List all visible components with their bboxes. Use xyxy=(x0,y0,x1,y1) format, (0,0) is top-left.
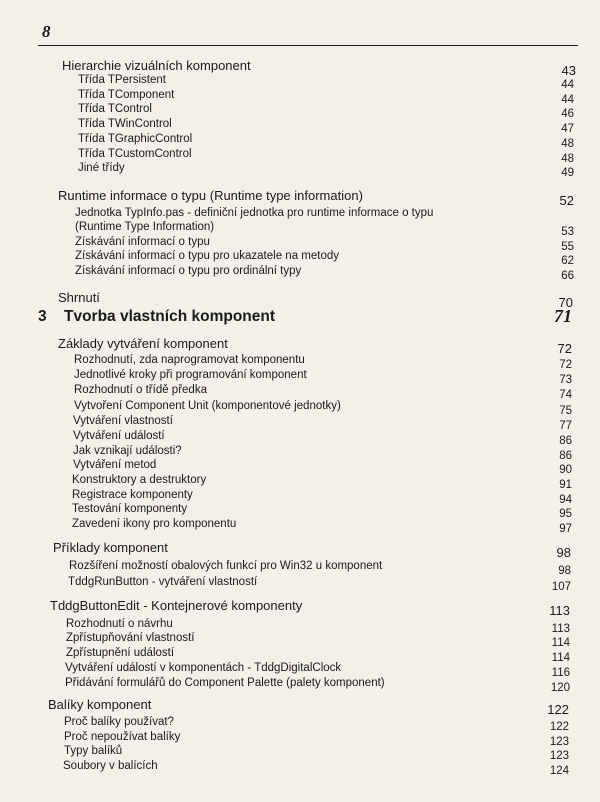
toc-page-number: 44 xyxy=(561,79,574,91)
toc-entry-title: Testování komponenty xyxy=(72,503,188,515)
toc-page-number: 90 xyxy=(559,464,572,476)
toc-page-number: 98 xyxy=(558,565,571,577)
toc-entry-title: Základy vytváření komponent xyxy=(58,336,228,351)
toc-entry-title: Třída TPersistent xyxy=(78,74,166,86)
toc-entry-title: Získávání informací o typu xyxy=(75,236,210,248)
toc-page-number: 122 xyxy=(547,702,569,717)
toc-entry-title: Rozhodnutí o třídě předka xyxy=(74,384,207,396)
toc-entry-title: TddgButtonEdit - Kontejnerové komponenty xyxy=(50,598,303,613)
toc-entry-title: Soubory v balících xyxy=(63,760,158,772)
toc-page-number: 122 xyxy=(549,721,569,733)
toc-entry-title: Rozhodnutí, zda naprogramovat komponentu xyxy=(74,354,305,366)
toc-page-number: 98 xyxy=(556,545,571,560)
toc-subsection xyxy=(72,518,600,536)
toc-page-number: 116 xyxy=(551,667,570,679)
toc-entry-title: Získávání informací o typu pro ordinální typy xyxy=(75,265,302,277)
toc-entry-title: Registrace komponenty xyxy=(72,489,193,501)
toc-page-number: 123 xyxy=(549,736,569,748)
toc-page-number: 49 xyxy=(561,167,574,179)
toc-page-number: 94 xyxy=(559,494,572,506)
toc-page-number: 86 xyxy=(559,435,572,447)
toc-entry-title: (Runtime Type Information) xyxy=(75,221,215,233)
toc-entry-title: Rozhodnutí o návrhu xyxy=(66,618,173,630)
toc-entry-title: Proč nepoužívat balíky xyxy=(64,731,181,743)
toc-entry-title: Vytváření metod xyxy=(73,459,157,471)
toc-entry-title: Příklady komponent xyxy=(53,540,168,555)
toc-entry-title: Zpřístupňování vlastností xyxy=(66,632,195,644)
toc-section xyxy=(50,598,600,616)
toc-page-number: 75 xyxy=(559,405,572,417)
toc-page-number: 113 xyxy=(549,603,570,618)
toc-entry-title: Třída TCustomControl xyxy=(78,148,192,160)
toc-page-number: 113 xyxy=(551,623,570,635)
toc-page-number: 77 xyxy=(559,420,572,432)
toc-entry-title: Získávání informací o typu pro ukazatele na metody xyxy=(75,250,339,262)
toc-page-number: 43 xyxy=(561,63,576,78)
toc-entry-title: Shrnutí xyxy=(58,290,100,305)
toc-section xyxy=(58,188,600,206)
toc-entry-title: Konstruktory a destruktory xyxy=(72,474,207,486)
toc-page-number: 114 xyxy=(551,652,570,664)
toc-page-number: 62 xyxy=(561,255,574,267)
toc-page-number: 44 xyxy=(561,94,574,106)
toc-page-number: 91 xyxy=(559,479,572,491)
toc-entry-title: Jednotka TypInfo.pas - definiční jednotka pro runtime informace o typu xyxy=(75,207,434,219)
page-number: 8 xyxy=(42,22,51,41)
toc-page-number: 74 xyxy=(559,389,572,401)
toc-page-number: 70 xyxy=(558,295,573,310)
chapter-title: Tvorba vlastních komponent xyxy=(64,308,276,325)
toc-section xyxy=(58,336,600,354)
toc-page-number: 48 xyxy=(561,153,574,165)
toc-page-number: 53 xyxy=(561,226,574,238)
toc-section xyxy=(53,540,600,558)
toc-subsection xyxy=(78,162,600,180)
toc-entry-title: Vytváření událostí v komponentách - TddgDigitalClock xyxy=(65,662,342,674)
toc-entry-title: Zavedení ikony pro komponentu xyxy=(72,518,237,530)
toc-entry-title: Třída TComponent xyxy=(78,89,175,101)
toc-page-number: 86 xyxy=(559,450,572,462)
toc-page-number: 52 xyxy=(559,193,574,208)
toc-entry-title: Třída TWinControl xyxy=(78,118,172,130)
toc-entry-title: Třída TGraphicControl xyxy=(78,133,193,145)
toc-page-number: 73 xyxy=(559,374,572,386)
toc-subsection xyxy=(75,265,600,283)
toc-entry-title: Jiné třídy xyxy=(78,162,125,174)
toc-entry-title: Vytvoření Component Unit (komponentové jednotky) xyxy=(74,400,341,412)
toc-entry-title: Runtime informace o typu (Runtime type information) xyxy=(58,188,363,203)
toc-page-number: 72 xyxy=(559,359,572,371)
toc-subsection xyxy=(63,760,600,778)
toc-entry-title: Přidávání formulářů do Component Palette (palety komponent) xyxy=(65,677,385,689)
toc-entry-title: Zpřístupnění událostí xyxy=(66,647,175,659)
toc-page-number: 48 xyxy=(561,138,574,150)
toc-entry-title: TddgRunButton - vytváření vlastností xyxy=(68,576,258,588)
toc-subsection xyxy=(68,576,600,594)
toc-page-number: 97 xyxy=(559,523,572,535)
toc-entry-title: Vytváření událostí xyxy=(73,430,165,442)
toc-page-number: 55 xyxy=(561,241,574,253)
toc-section xyxy=(48,697,600,715)
toc-section xyxy=(58,290,600,308)
chapter-number: 3 xyxy=(38,308,47,325)
toc-page-number: 46 xyxy=(561,108,574,120)
toc-entry-title: Hierarchie vizuálních komponent xyxy=(62,58,251,73)
toc-page-number: 71 xyxy=(554,306,572,326)
toc-entry-title: Vytváření vlastností xyxy=(73,415,173,427)
toc-subsection xyxy=(65,677,600,695)
toc-page-number: 107 xyxy=(551,581,571,593)
toc-page-number: 72 xyxy=(557,341,572,356)
toc-entry-title: Typy balíků xyxy=(64,745,123,757)
toc-page-number: 124 xyxy=(549,765,569,777)
toc-entry-title: Třída TControl xyxy=(78,103,152,115)
toc-page-number: 114 xyxy=(551,637,570,649)
toc-entry-title: Proč balíky používat? xyxy=(64,716,174,728)
toc-page-number: 47 xyxy=(561,123,574,135)
toc-entry-title: Balíky komponent xyxy=(48,697,152,712)
toc-entry-title: Jak vznikají události? xyxy=(73,445,182,457)
toc-page-number: 95 xyxy=(559,508,572,520)
toc-page-number: 66 xyxy=(561,270,574,282)
toc-entry-title: Rozšíření možností obalových funkcí pro Win32 u komponent xyxy=(69,560,383,572)
toc-page-number: 120 xyxy=(550,682,570,694)
chapter-heading xyxy=(38,308,600,326)
toc-page-number: 123 xyxy=(549,750,569,762)
toc-entry-title: Jednotlivé kroky při programování komponent xyxy=(74,369,307,381)
